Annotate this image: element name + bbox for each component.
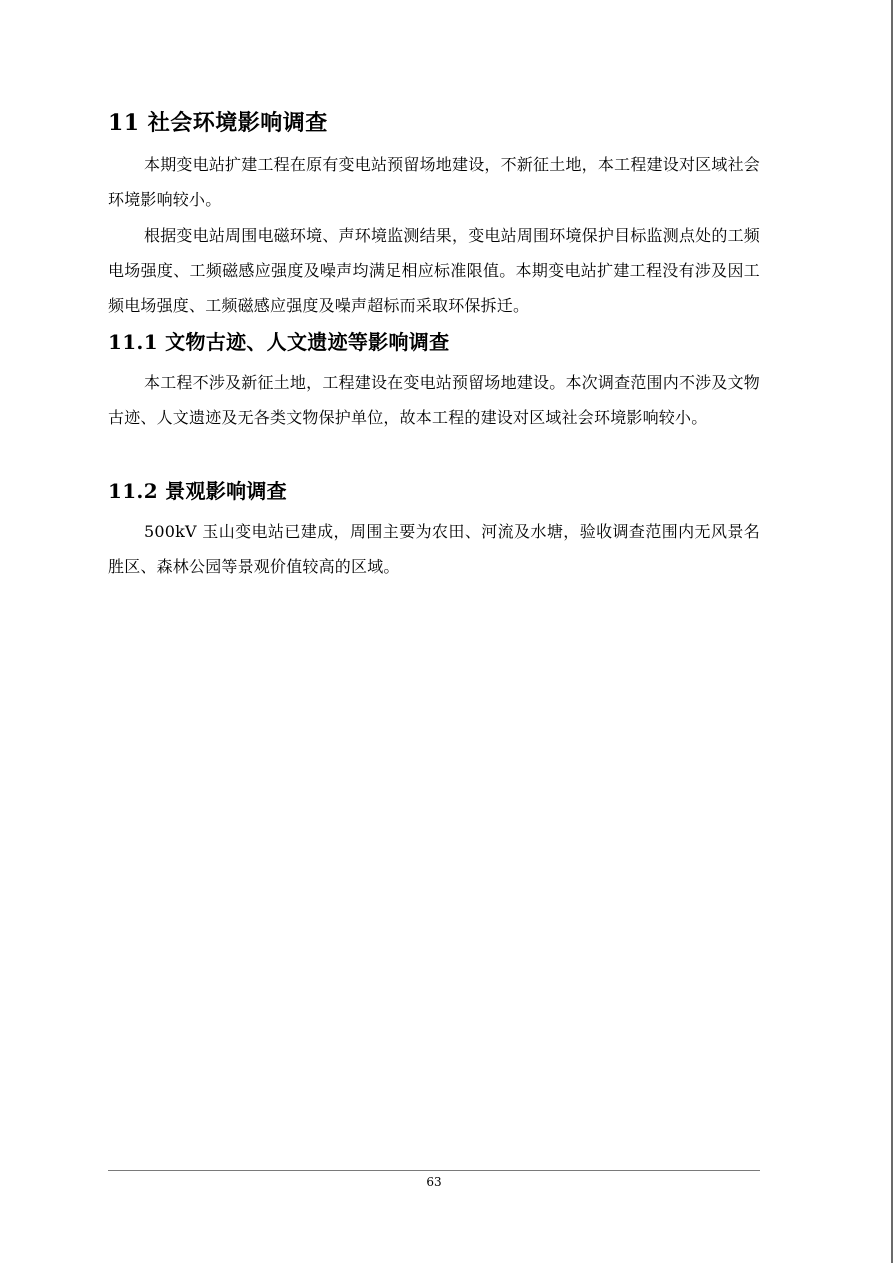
- section-11-1-heading: 11.1 文物古迹、人文遗迹等影响调查: [108, 330, 450, 354]
- section-11-1-paragraph-1: 本工程不涉及新征土地，工程建设在变电站预留场地建设。本次调查范围内不涉及文物古迹、人文遗迹及无各类文物保护单位，故本工程的建设对区域社会环境影响较小。: [108, 373, 760, 427]
- section-11-paragraph-1: 本期变电站扩建工程在原有变电站预留场地建设，不新征土地，本工程建设对区域社会环境影响较小。: [108, 155, 760, 209]
- section-11-2-heading: 11.2 景观影响调查: [108, 479, 287, 503]
- footer-divider: [108, 1170, 760, 1171]
- section-11-paragraph-2: 根据变电站周围电磁环境、声环境监测结果，变电站周围环境保护目标监测点处的工频电场强度、工频磁感应强度及噪声均满足相应标准限值。本期变电站扩建工程没有涉及因工频电场强度、工频磁感应强度及噪声超标而采取环保拆迁。: [108, 226, 760, 315]
- page-number: 63: [426, 1175, 442, 1189]
- section-11-heading: 11 社会环境影响调查: [108, 110, 328, 136]
- section-11-2-paragraph-1: 500kV 玉山变电站已建成，周围主要为农田、河流及水塘，验收调查范围内无风景名胜区、森林公园等景观价值较高的区域。: [108, 522, 760, 576]
